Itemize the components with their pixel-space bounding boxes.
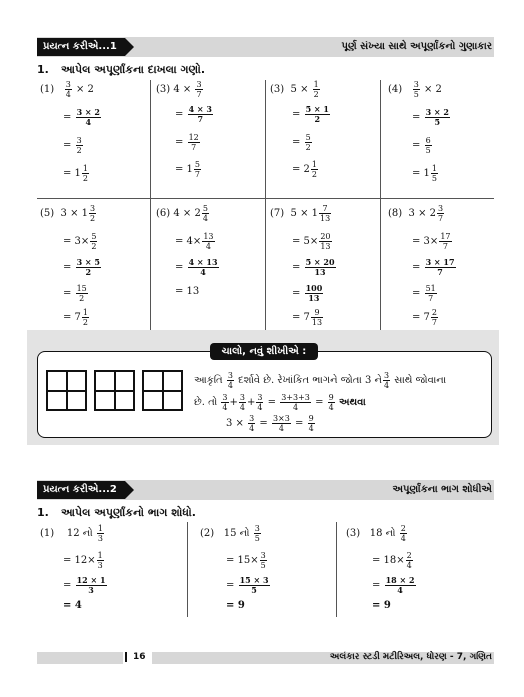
problem-4: (4) $\frac{3}{5}$ × 2 [388,80,442,99]
problem-1: (1) $\frac{3}{4}$ × 2 [40,80,94,99]
problem-6-step: = $\frac{4 \times 13}{4}$ [175,257,218,277]
part-problem-1-step: = $\frac{12 \times 1}{3}$ [63,575,106,595]
problem-3b-answer: = 2 $\frac{1}{2}$ [292,160,318,179]
part-problem-3-answer: = 9 [372,600,391,611]
shape-grid [94,370,135,411]
page-number: 16 [125,652,157,662]
problem-1-answer: = 1 $\frac{1}{2}$ [63,164,89,183]
problem-3-step: = $\frac{4 \times 3}{7}$ [175,104,212,124]
problem-6-answer: = 13 [175,286,200,297]
section1-question-number: 1. [37,63,49,76]
problem-8-answer: = 7 $\frac{2}{7}$ [412,308,438,327]
grid-divider [265,80,266,330]
problem-4-step: = $\frac{6}{5}$ [412,136,431,155]
problem-8: (8) 3 × 2 $\frac{3}{7}$ [388,204,444,223]
part-problem-2-answer: = 9 [226,600,245,611]
grid-divider [187,522,188,617]
problem-3-step: = $\frac{12}{7}$ [175,133,199,152]
part-problem-3-step: = $\frac{18 \times 2}{4}$ [372,575,415,595]
grid-divider [150,80,151,330]
section2-question-number: 1. [37,506,49,519]
problem-7-step: = $\frac{5 \times 20}{13}$ [292,257,335,277]
problem-4-answer: = 1 $\frac{1}{5}$ [412,164,438,183]
problem-7-answer: = 7 $\frac{9}{13}$ [292,308,323,327]
problem-5-step: = $\frac{3 \times 5}{2}$ [63,257,100,277]
grid-divider [380,80,381,330]
problem-6: (6) 4 × 2 $\frac{5}{4}$ [156,204,208,223]
part-problem-1-answer: = 4 [63,600,82,611]
part-problem-2-step: = $\frac{15 \times 3}{5}$ [226,575,269,595]
learn-pill: ચાલો, નવું શીખીએ : [210,343,318,360]
part-problem-3-step: = 18× $\frac{2}{4}$ [372,551,412,570]
section2-title: અપૂર્ણાંકના ભાગ શોધીએ [392,484,492,495]
section2-tag: પ્રયત્ન કરીએ...2 [37,481,125,499]
problem-1-step: = $\frac{3 \times 2}{4}$ [63,107,100,127]
problem-8-step: = $\frac{51}{7}$ [412,284,436,303]
learn-line-1: આકૃતિ $\frac{3}{4}$ દર્શાવે છે. રેખાંકિત ભાગને જોતા 3 ને $\frac{3}{4}$ સાથે જોવાના [194,371,447,390]
section2-question: આપેલ અપૂર્ણાંકનો ભાગ શોધો. [61,506,196,519]
shape-grid [46,370,87,411]
section1-question: આપેલ અપૂર્ણાંકના દાખલા ગણો. [61,63,206,76]
problem-3b-step: = $\frac{5 \times 1}{2}$ [292,104,329,124]
grid-divider [336,522,337,617]
problem-1-step: = $\frac{3}{2}$ [63,136,82,155]
problem-3: (3) 4 × $\frac{3}{7}$ [156,80,202,99]
problem-3b-step: = $\frac{5}{2}$ [292,133,311,152]
problem-5-answer: = 7 $\frac{1}{2}$ [63,308,89,327]
problem-7: (7) 5 × 1 $\frac{7}{13}$ [270,204,331,223]
problem-6-step: = 4× $\frac{13}{4}$ [175,232,214,251]
problem-5-step: = 3× $\frac{5}{2}$ [63,232,97,251]
footer-left-bar [37,652,123,664]
footer-text: અલંકાર સ્ટડી મટીરિઅલ, ધોરણ - 7, ગણિત [329,652,492,662]
problem-8-step: = 3× $\frac{17}{7}$ [412,232,451,251]
part-problem-1-step: = 12× $\frac{1}{3}$ [63,551,103,570]
problem-3b: (3) 5 × $\frac{1}{2}$ [270,80,319,99]
part-problem-2: (2) 15 નો $\frac{3}{5}$ [200,524,260,543]
part-problem-3: (3) 18 નો $\frac{2}{4}$ [346,524,406,543]
problem-7-step: = 5× $\frac{20}{13}$ [292,232,331,251]
problem-8-step: = $\frac{3 \times 17}{7}$ [412,257,455,277]
learn-line-2: છે. તો $\frac{3}{4}$ + $\frac{3}{4}$ + $\frac{3}{4}$ = $\frac{3+3+3}{4}$ = $\frac{9}{4}$ અથવા [194,393,366,412]
shape-grid [142,370,183,411]
problem-3-answer: = 1 $\frac{5}{7}$ [175,160,201,179]
problem-7-step: = $\frac{100}{13}$ [292,283,323,303]
section1-title: પૂર્ણ સંખ્યા સાથે અપૂર્ણાંકનો ગુણાકાર [341,41,492,52]
part-problem-1: (1) 12 નો $\frac{1}{3}$ [40,524,104,543]
grid-divider [37,198,494,199]
learn-line-3: 3 × $\frac{3}{4}$ = $\frac{3\times 3}{4}$ = $\frac{9}{4}$ [226,414,314,433]
problem-4-step: = $\frac{3 \times 2}{5}$ [412,107,449,127]
problem-5: (5) 3 × 1 $\frac{3}{2}$ [40,204,96,223]
problem-5-step: = $\frac{15}{2}$ [63,284,87,303]
part-problem-2-step: = 15× $\frac{3}{5}$ [226,551,266,570]
section1-tag: પ્રયત્ન કરીએ...1 [37,38,125,56]
